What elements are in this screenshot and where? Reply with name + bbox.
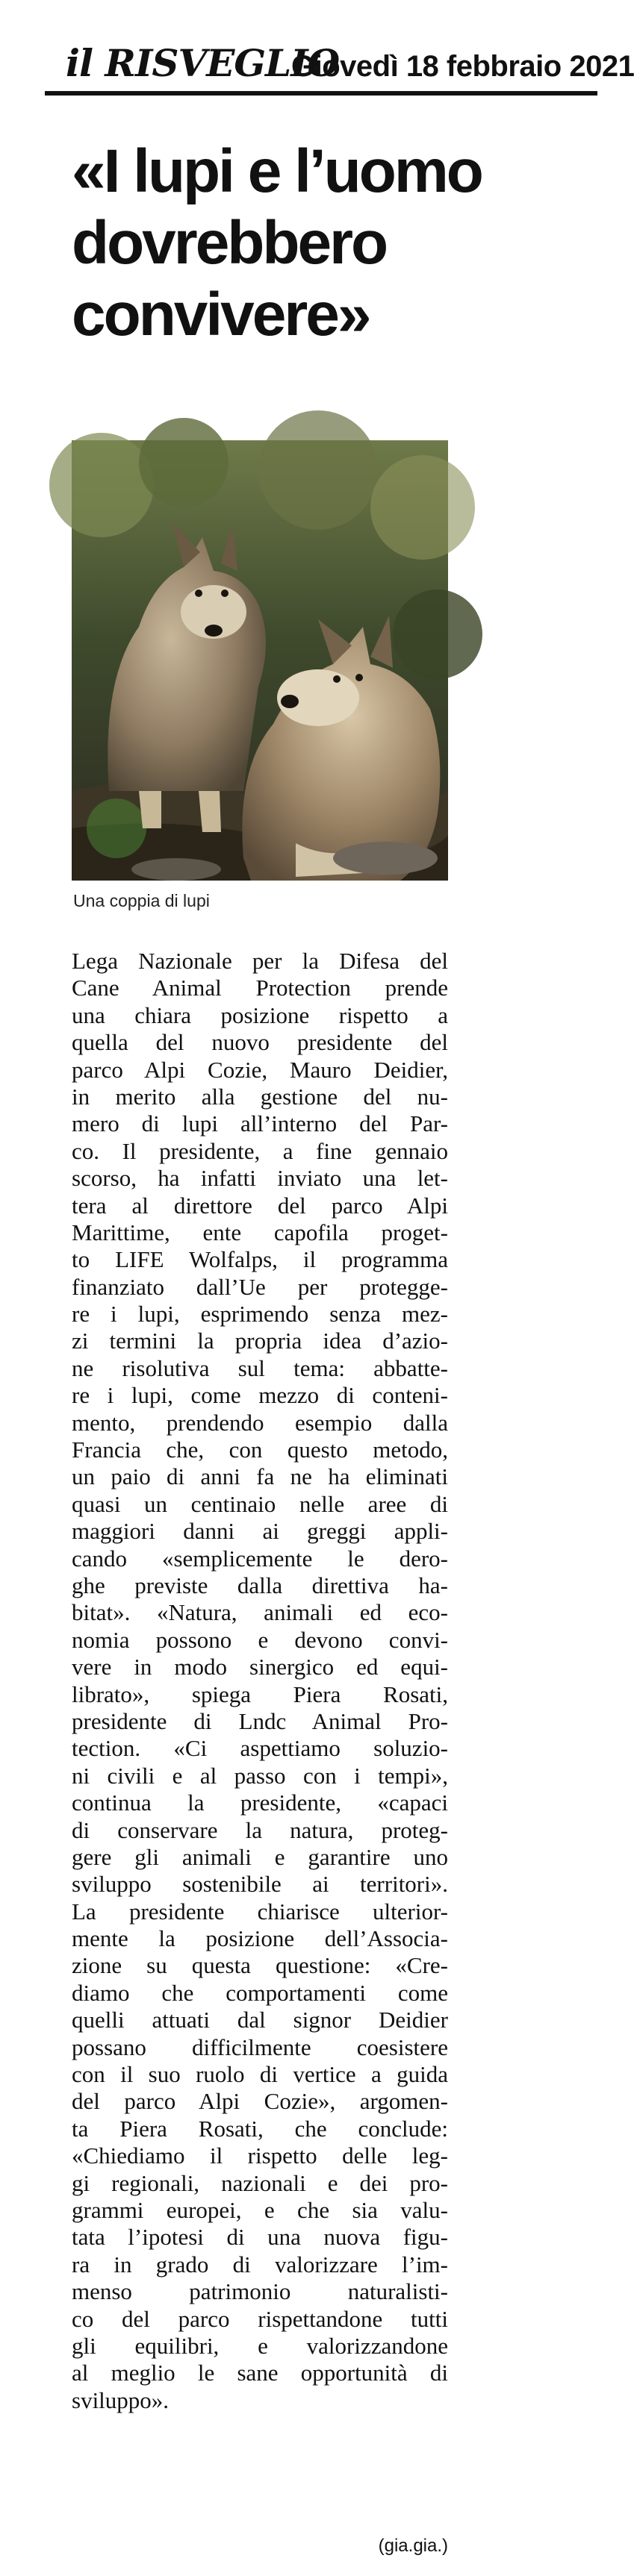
- body-line: maggiori danni ai greggi appli-: [72, 1518, 448, 1545]
- body-line: una chiara posizione rispetto a: [72, 1001, 448, 1028]
- body-line: presidente di Lndc Animal Pro-: [72, 1707, 448, 1734]
- body-line: grammi europei, e che sia valu-: [72, 2196, 448, 2223]
- body-line: tata l’ipotesi di una nuova figu-: [72, 2224, 448, 2251]
- body-line: re i lupi, come mezzo di conteni-: [72, 1382, 448, 1409]
- body-line: gi regionali, nazionali e dei pro-: [72, 2169, 448, 2196]
- body-line: cando «semplicemente le dero-: [72, 1545, 448, 1572]
- body-line: menso patrimonio naturalisti-: [72, 2278, 448, 2305]
- body-line: nomia possono e devono convi-: [72, 1626, 448, 1653]
- headline-line: convivere»: [72, 281, 370, 348]
- body-line: ta Piera Rosati, che conclude:: [72, 2115, 448, 2142]
- body-line: tection. «Ci aspettiamo soluzio-: [72, 1735, 448, 1762]
- body-line: continua la presidente, «capaci: [72, 1789, 448, 1816]
- body-line: Lega Nazionale per la Difesa del: [72, 948, 448, 974]
- body-line: in merito alla gestione del nu-: [72, 1083, 448, 1110]
- body-line: quelli attuati dal signor Deidier: [72, 2007, 448, 2033]
- masthead: [45, 39, 634, 96]
- body-line: sviluppo».: [72, 2386, 170, 2413]
- body-line: zi termini la propria idea d’azio-: [72, 1328, 448, 1354]
- body-line: scorso, ha infatti inviato una let-: [72, 1165, 448, 1192]
- body-line: finanziato dall’Ue per protegge-: [72, 1273, 448, 1300]
- body-line: gli equilibri, e valorizzandone: [72, 2332, 448, 2359]
- body-line: vere in modo sinergico ed equi-: [72, 1654, 448, 1681]
- body-line: un paio di anni fa ne ha eliminati: [72, 1463, 448, 1490]
- author-signature: (gia.gia.): [378, 2536, 448, 2556]
- body-line: Francia che, con questo metodo,: [72, 1437, 448, 1463]
- body-line: quella del nuovo presidente del: [72, 1029, 448, 1056]
- body-line: ra in grado di valorizzare l’im-: [72, 2251, 448, 2278]
- body-line: mero di lupi all’interno del Par-: [72, 1110, 448, 1137]
- body-line: to LIFE Wolfalps, il programma: [72, 1246, 448, 1273]
- body-line: con il suo ruolo di vertice a guida: [72, 2061, 448, 2088]
- body-line: Cane Animal Protection prende: [72, 975, 448, 1001]
- body-line: ghe previste dalla direttiva ha-: [72, 1572, 448, 1598]
- body-line: mento, prendendo esempio dalla: [72, 1409, 448, 1436]
- body-line: ne risolutiva sul tema: abbatte-: [72, 1354, 448, 1381]
- body-line: gere gli animali e garantire uno: [72, 1843, 448, 1870]
- body-line: del parco Alpi Cozie», argomen-: [72, 2088, 448, 2115]
- body-line: «Chiediamo il rispetto delle leg-: [72, 2142, 448, 2169]
- body-line: al meglio le sane opportunità di: [72, 2360, 448, 2386]
- article-headline: [72, 136, 520, 351]
- body-line: parco Alpi Cozie, Mauro Deidier,: [72, 1056, 448, 1083]
- body-line: Marittime, ente capofila proget-: [72, 1219, 448, 1245]
- body-line: co del parco rispettandone tutti: [72, 2305, 448, 2332]
- body-line: quasi un centinaio nelle aree di: [72, 1490, 448, 1517]
- headline-line: dovrebbero: [72, 209, 387, 277]
- headline-line: «I lupi e l’uomo: [72, 137, 482, 205]
- body-line: mente la posizione dell’Associa-: [72, 1925, 448, 1952]
- article-body: [72, 948, 448, 2414]
- body-line: tera al direttore del parco Alpi: [72, 1192, 448, 1219]
- body-line: di conservare la natura, proteg-: [72, 1816, 448, 1843]
- body-line: re i lupi, esprimendo senza mez-: [72, 1301, 448, 1328]
- photo-caption: Una coppia di lupi: [73, 891, 210, 910]
- body-line: La presidente chiarisce ulterior-: [72, 1898, 448, 1925]
- body-line: librato», spiega Piera Rosati,: [72, 1681, 448, 1707]
- wolves-photo: [72, 440, 448, 881]
- body-line: ni civili e al passo con i tempi»,: [72, 1762, 448, 1789]
- body-line: bitat». «Natura, animali ed eco-: [72, 1599, 448, 1626]
- issue-date: Giovedì 18 febbraio 2021: [291, 50, 634, 83]
- body-line: zione su questa questione: «Cre-: [72, 1952, 448, 1979]
- body-line: diamo che comportamenti come: [72, 1979, 448, 2006]
- body-line: co. Il presidente, a fine gennaio: [72, 1137, 448, 1164]
- newspaper-logo: il RISVEGLIO: [66, 41, 340, 85]
- body-line: sviluppo sostenibile ai territori».: [72, 1871, 448, 1898]
- body-line: possano difficilmente coesistere: [72, 2033, 448, 2060]
